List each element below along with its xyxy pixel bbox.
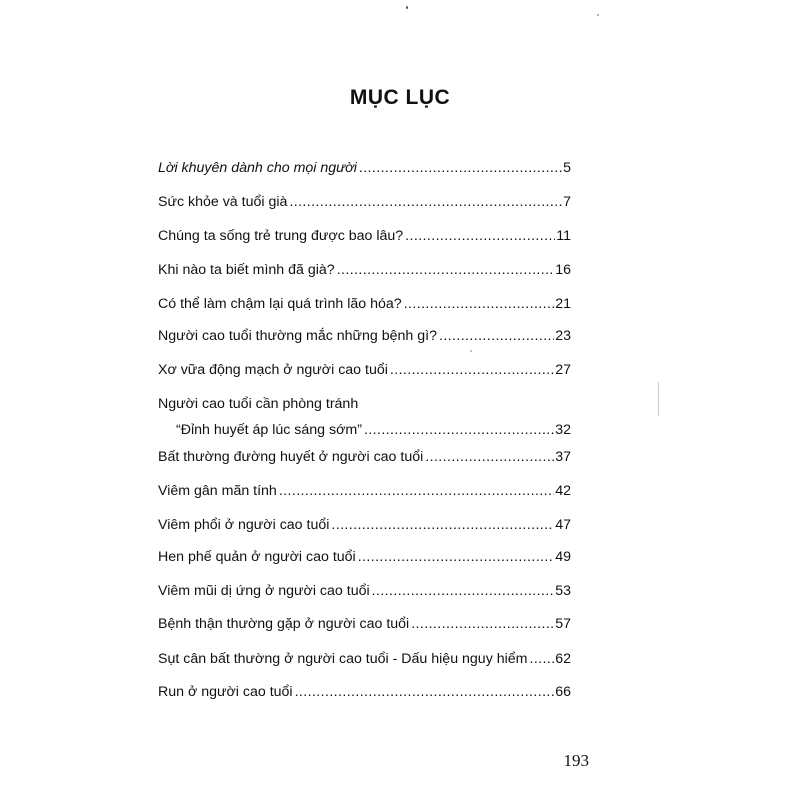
toc-entry-title: Bệnh thận thường gặp ở người cao tuổi xyxy=(158,616,410,632)
page-number: 193 xyxy=(563,751,589,770)
toc-entry[interactable] xyxy=(158,448,571,466)
toc-entry[interactable] xyxy=(158,227,571,245)
dot-leader xyxy=(337,261,555,279)
toc-entry-page: 42 xyxy=(555,483,571,499)
dot-leader xyxy=(289,193,562,211)
dot-leader xyxy=(331,516,554,534)
dot-leader xyxy=(372,582,555,600)
toc-entry-title: Hen phế quản ở người cao tuổi xyxy=(158,549,356,565)
toc-entry-page: 11 xyxy=(556,228,571,244)
toc-entry[interactable] xyxy=(158,327,571,345)
toc-entry-page: 32 xyxy=(555,422,571,438)
toc-entry-page: 7 xyxy=(563,194,571,210)
toc-entry-title: Viêm mũi dị ứng ở người cao tuổi xyxy=(158,583,370,599)
dot-leader xyxy=(364,421,554,439)
toc-entry-title: Viêm phổi ở người cao tuổi xyxy=(158,517,330,533)
dot-leader xyxy=(295,683,555,701)
toc-entry[interactable] xyxy=(158,193,571,211)
toc-entry-title: Xơ vữa động mạch ở người cao tuổi xyxy=(158,362,388,378)
toc-entry-page: 23 xyxy=(555,328,571,344)
toc-entry[interactable] xyxy=(158,582,571,600)
toc-entry-page: 27 xyxy=(555,362,571,378)
toc-entry[interactable] xyxy=(158,295,571,313)
dot-leader xyxy=(390,361,554,379)
toc-entry-page: 47 xyxy=(555,517,571,533)
toc-entry-title: Lời khuyên dành cho mọi người xyxy=(158,160,357,176)
toc-entry-page: 49 xyxy=(555,549,571,565)
toc-entry-page: 37 xyxy=(555,449,571,465)
toc-entry[interactable] xyxy=(158,650,571,668)
toc-entry-page: 62 xyxy=(555,651,571,667)
toc-entry[interactable] xyxy=(158,261,571,279)
toc-entry[interactable] xyxy=(158,482,571,500)
dot-leader xyxy=(405,227,555,245)
toc-entry-title: Chúng ta sống trẻ trung được bao lâu? xyxy=(158,228,404,244)
toc-entry-title: Bất thường đường huyết ở người cao tuổi xyxy=(158,449,424,465)
dot-leader xyxy=(279,482,554,500)
toc-entry-page: 53 xyxy=(555,583,571,599)
toc-entry-page: 16 xyxy=(555,262,571,278)
toc-entry[interactable] xyxy=(158,516,571,534)
scan-speck xyxy=(597,14,599,16)
toc-entry-title: Khi nào ta biết mình đã già? xyxy=(158,262,335,278)
dot-leader xyxy=(359,159,562,177)
toc-entry[interactable] xyxy=(158,615,571,633)
dot-leader xyxy=(358,548,555,566)
dot-leader xyxy=(439,327,554,345)
scan-mark xyxy=(658,382,659,416)
dot-leader xyxy=(530,650,555,668)
page-title: MỤC LỤC xyxy=(349,86,451,109)
toc-entry-page: 5 xyxy=(563,160,571,176)
toc-entry-title-continued: “Đỉnh huyết áp lúc sáng sớm” xyxy=(176,422,362,438)
dot-leader xyxy=(425,448,554,466)
toc-entry-page: 57 xyxy=(555,616,571,632)
toc-entry-title: Viêm gân mãn tính xyxy=(158,483,277,499)
dot-leader xyxy=(411,615,554,633)
toc-entry-title: Có thể làm chậm lại quá trình lão hóa? xyxy=(158,296,402,312)
dot-leader xyxy=(404,295,555,313)
toc-entry-title: Run ở người cao tuổi xyxy=(158,684,293,700)
toc-entry-page: 66 xyxy=(555,684,571,700)
toc-entry-title: Người cao tuổi cần phòng tránh xyxy=(158,396,359,412)
toc-entry-title: Sức khỏe và tuổi già xyxy=(158,194,288,210)
toc-entry[interactable] xyxy=(158,395,571,439)
toc-entry[interactable] xyxy=(158,683,571,701)
toc-entry-title: Người cao tuổi thường mắc những bệnh gì? xyxy=(158,328,437,344)
toc-entry-page: 21 xyxy=(555,296,571,312)
table-of-contents xyxy=(158,0,571,800)
toc-entry[interactable] xyxy=(158,159,571,177)
toc-entry-title: Sụt cân bất thường ở người cao tuổi - Dấu hiệu nguy hiểm xyxy=(158,651,528,667)
toc-entry[interactable] xyxy=(158,548,571,566)
toc-entry[interactable] xyxy=(158,361,571,379)
